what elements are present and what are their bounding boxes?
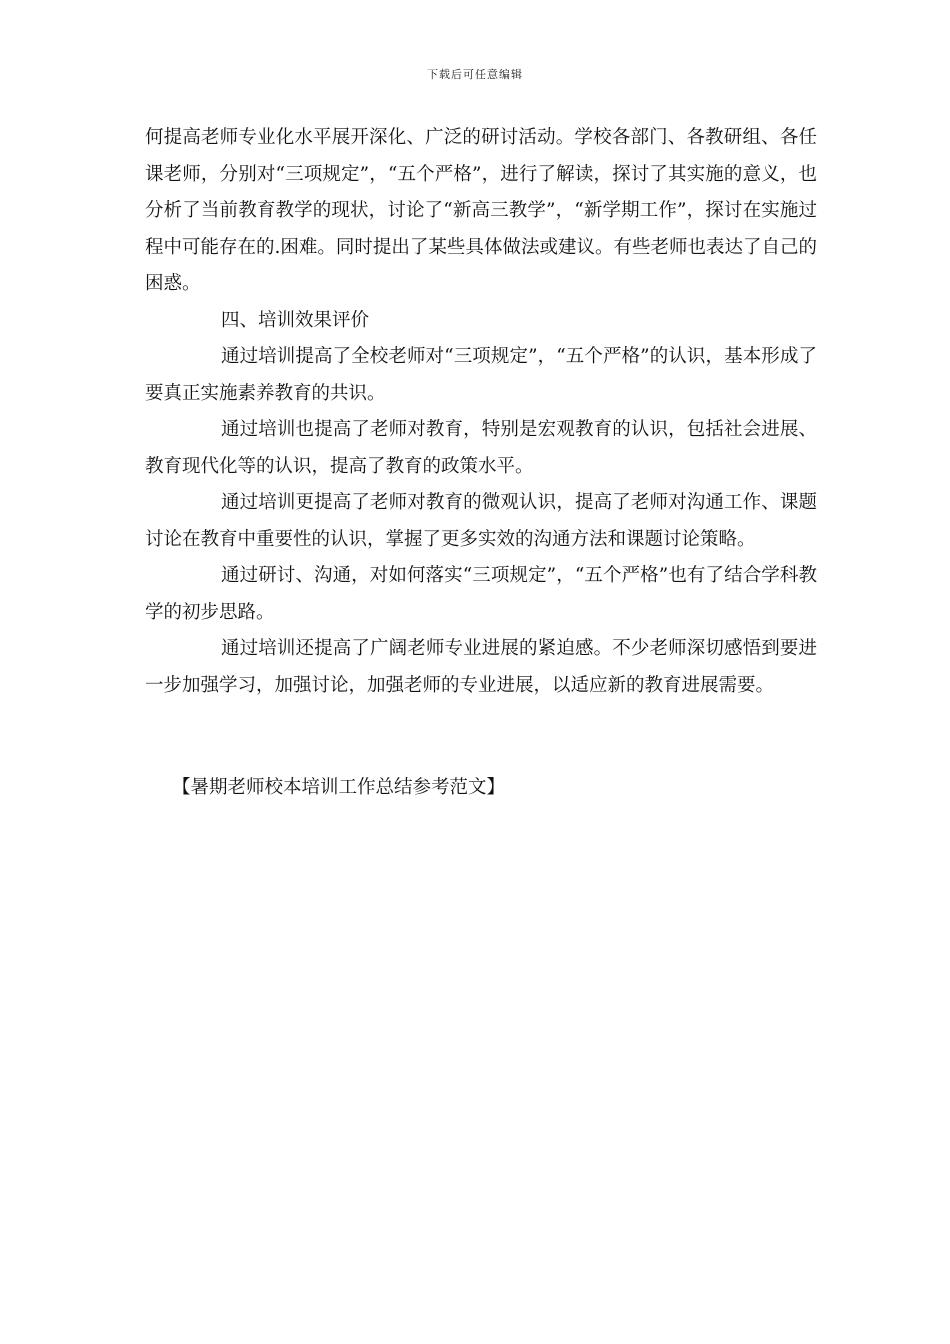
paragraph: 通过培训提高了全校老师对“三项规定”，“五个严格”的认识，基本形成了要真正实施素养教育的共识。: [145, 346, 817, 404]
document-body: [145, 120, 817, 704]
document-title-footer: 【暑期老师校本培训工作总结参考范文】: [172, 777, 506, 798]
paragraph: 通过研讨、沟通，对如何落实“三项规定”，“五个严格”也有了结合学科教学的初步思路。: [145, 565, 817, 623]
paragraph-continuation: 何提高老师专业化水平展开深化、广泛的研讨活动。学校各部门、各教研组、各任课老师，分别对“三项规定”，“五个严格”，进行了解读，探讨了其实施的意义，也分析了当前教育教学的现状，讨论了“新高三教学”，“新学期工作”，探讨在实施过程中可能存在的.困难。同时提出了某些具体做法或建议。有些老师也表达了自己的困惑。: [145, 127, 817, 294]
paragraph: 通过培训更提高了老师对教育的微观认识，提高了老师对沟通工作、课题讨论在教育中重要性的认识，掌握了更多实效的沟通方法和课题讨论策略。: [145, 492, 817, 550]
paragraph: 通过培训也提高了老师对教育，特别是宏观教育的认识，包括社会进展、教育现代化等的认识，提高了教育的政策水平。: [145, 419, 817, 477]
paragraph: 通过培训还提高了广阔老师专业进展的紧迫感。不少老师深切感悟到要进一步加强学习，加强讨论，加强老师的专业进展，以适应新的教育进展需要。: [145, 638, 817, 696]
page-header: 下载后可任意编辑: [427, 68, 523, 81]
section-heading: 四、培训效果评价: [221, 309, 370, 331]
